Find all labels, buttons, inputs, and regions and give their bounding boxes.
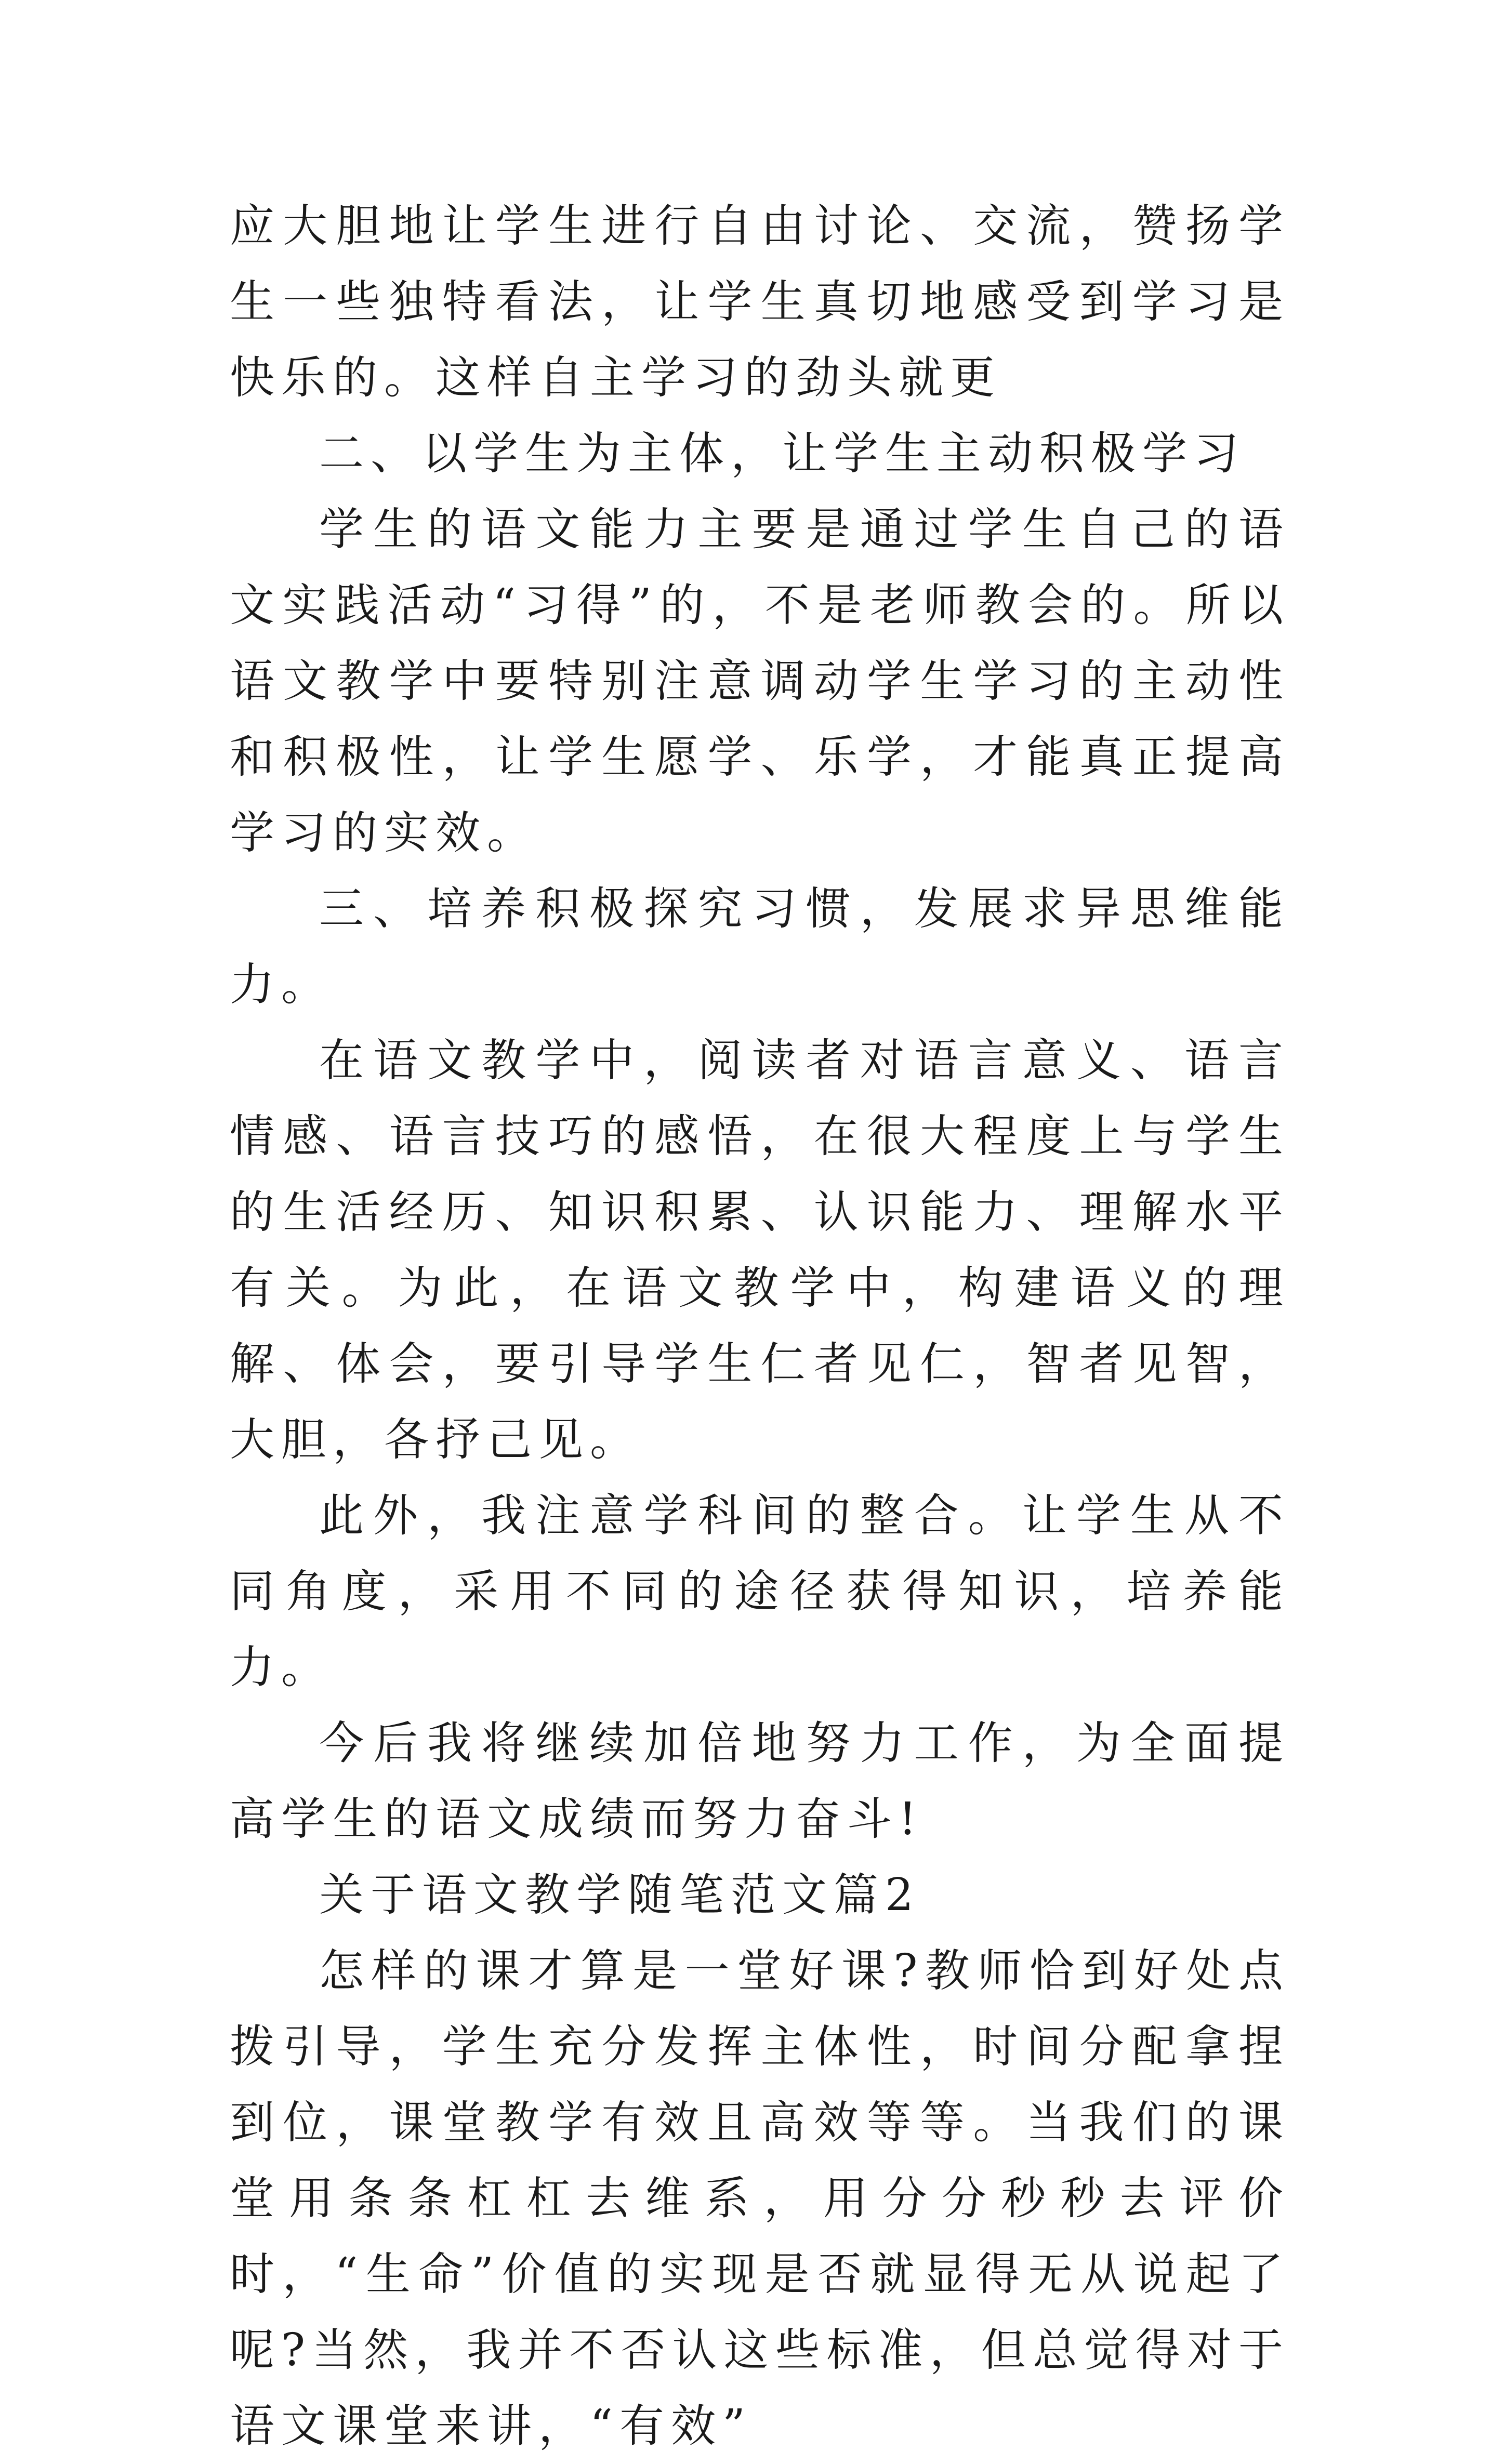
article-title: 关于语文教学随笔范文篇2	[319, 1869, 920, 1921]
paragraph-continuation: 应大胆地让学生进行自由讨论、交流，赞扬学生一些独特看法，让学生真切地感受到学习是快乐的。这样自主学习的劲头就更	[230, 200, 1290, 404]
section-heading-3: 三、培养积极探究习惯，发展求异思维能力。	[230, 883, 1290, 1011]
document-body	[230, 188, 1290, 2464]
paragraph: 在语文教学中，阅读者对语言意义、语言情感、语言技巧的感悟，在很大程度上与学生的生活经历、知识积累、认识能力、理解水平有关。为此，在语文教学中，构建语义的理解、体会，要引导学生仁者见仁，智者见智，大胆，各抒己见。	[230, 1035, 1290, 1466]
paragraph: 怎样的课才算是一堂好课?教师恰到好处点拨引导，学生充分发挥主体性，时间分配拿捏到位，课堂教学有效且高效等等。当我们的课堂用条条杠杠去维系，用分分秒秒去评价时，“生命”价值的实现是否就显得无从说起了呢?当然，我并不否认这些标准，但总觉得对于语文课堂来讲，“有效”	[230, 1945, 1290, 2452]
paragraph: 此外，我注意学科间的整合。让学生从不同角度，采用不同的途径获得知识，培养能力。	[230, 1490, 1290, 1693]
section-heading-2: 二、以学生为主体，让学生主动积极学习	[319, 428, 1245, 480]
paragraph: 今后我将继续加倍地努力工作，为全面提高学生的语文成绩而努力奋斗!	[230, 1717, 1290, 1845]
paragraph: 学生的语文能力主要是通过学生自己的语文实践活动“习得”的，不是老师教会的。所以语文教学中要特别注意调动学生学习的主动性和积极性，让学生愿学、乐学，才能真正提高学习的实效。	[230, 504, 1290, 859]
